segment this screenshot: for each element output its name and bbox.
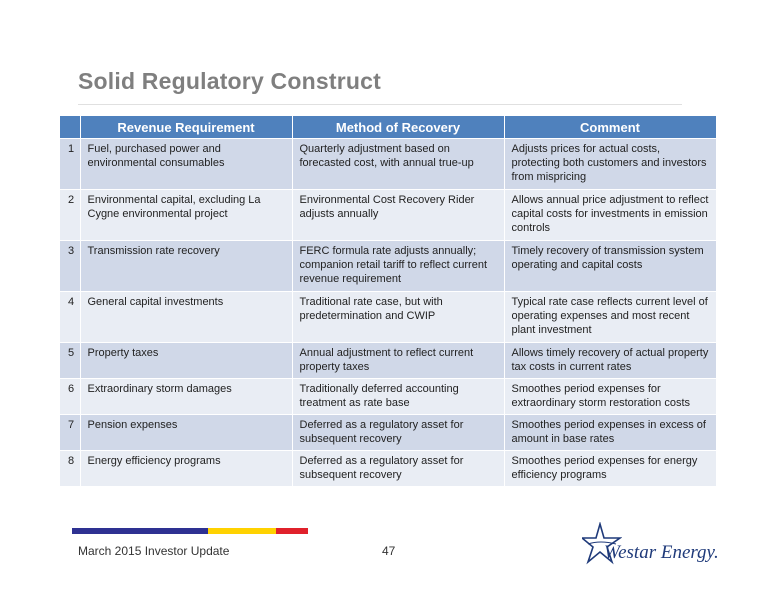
footer-presentation-name: March 2015 Investor Update	[78, 544, 230, 558]
company-logo	[582, 522, 722, 570]
logo-wordmark: Westar Energy.	[604, 542, 719, 563]
row-number: 8	[60, 451, 80, 487]
revenue-requirement-cell: Fuel, purchased power and environmental consumables	[80, 139, 292, 190]
regulatory-table	[60, 116, 717, 486]
row-number: 1	[60, 139, 80, 190]
revenue-requirement-cell: Energy efficiency programs	[80, 451, 292, 487]
row-number: 3	[60, 241, 80, 292]
comment-cell: Smoothes period expenses for extraordinary storm restoration costs	[504, 379, 716, 415]
row-number: 7	[60, 415, 80, 451]
revenue-requirement-cell: Extraordinary storm damages	[80, 379, 292, 415]
method-of-recovery-cell: Environmental Cost Recovery Rider adjusts annually	[292, 190, 504, 241]
revenue-requirement-cell: Transmission rate recovery	[80, 241, 292, 292]
footer-bar-red	[276, 528, 308, 534]
method-of-recovery-cell: Traditional rate case, but with predetermination and CWIP	[292, 292, 504, 343]
row-number: 6	[60, 379, 80, 415]
comment-cell: Allows timely recovery of actual property tax costs in current rates	[504, 343, 716, 379]
footer-bar-blue	[72, 528, 208, 534]
method-of-recovery-cell: Traditionally deferred accounting treatment as rate base	[292, 379, 504, 415]
header-revenue-requirement: Revenue Requirement	[80, 116, 292, 139]
method-of-recovery-cell: Deferred as a regulatory asset for subsequent recovery	[292, 415, 504, 451]
comment-cell: Smoothes period expenses for energy efficiency programs	[504, 451, 716, 487]
row-number: 5	[60, 343, 80, 379]
page-number: 47	[382, 544, 396, 558]
page-title: Solid Regulatory Construct	[78, 68, 381, 94]
header-method-of-recovery: Method of Recovery	[292, 116, 504, 139]
title-divider	[78, 104, 682, 105]
method-of-recovery-cell: FERC formula rate adjusts annually; companion retail tariff to reflect current revenue requirement	[292, 241, 504, 292]
revenue-requirement-cell: Property taxes	[80, 343, 292, 379]
method-of-recovery-cell: Quarterly adjustment based on forecasted cost, with annual true-up	[292, 139, 504, 190]
method-of-recovery-cell: Annual adjustment to reflect current property taxes	[292, 343, 504, 379]
table-row	[60, 343, 716, 379]
header-number	[60, 116, 80, 139]
table-row	[60, 292, 716, 343]
table-row	[60, 139, 716, 190]
table-header-row	[60, 116, 716, 139]
revenue-requirement-cell: Pension expenses	[80, 415, 292, 451]
comment-cell: Adjusts prices for actual costs, protecting both customers and investors from mispricing	[504, 139, 716, 190]
table-row	[60, 379, 716, 415]
table-row	[60, 451, 716, 487]
comment-cell: Typical rate case reflects current level of operating expenses and most recent plant investment	[504, 292, 716, 343]
revenue-requirement-cell: General capital investments	[80, 292, 292, 343]
row-number: 2	[60, 190, 80, 241]
method-of-recovery-cell: Deferred as a regulatory asset for subsequent recovery	[292, 451, 504, 487]
comment-cell: Smoothes period expenses in excess of amount in base rates	[504, 415, 716, 451]
table-row	[60, 190, 716, 241]
revenue-requirement-cell: Environmental capital, excluding La Cygne environmental project	[80, 190, 292, 241]
comment-cell: Timely recovery of transmission system operating and capital costs	[504, 241, 716, 292]
row-number: 4	[60, 292, 80, 343]
table-row	[60, 415, 716, 451]
footer-bar-yellow	[208, 528, 276, 534]
table-row	[60, 241, 716, 292]
comment-cell: Allows annual price adjustment to reflect capital costs for investments in emission controls	[504, 190, 716, 241]
header-comment: Comment	[504, 116, 716, 139]
